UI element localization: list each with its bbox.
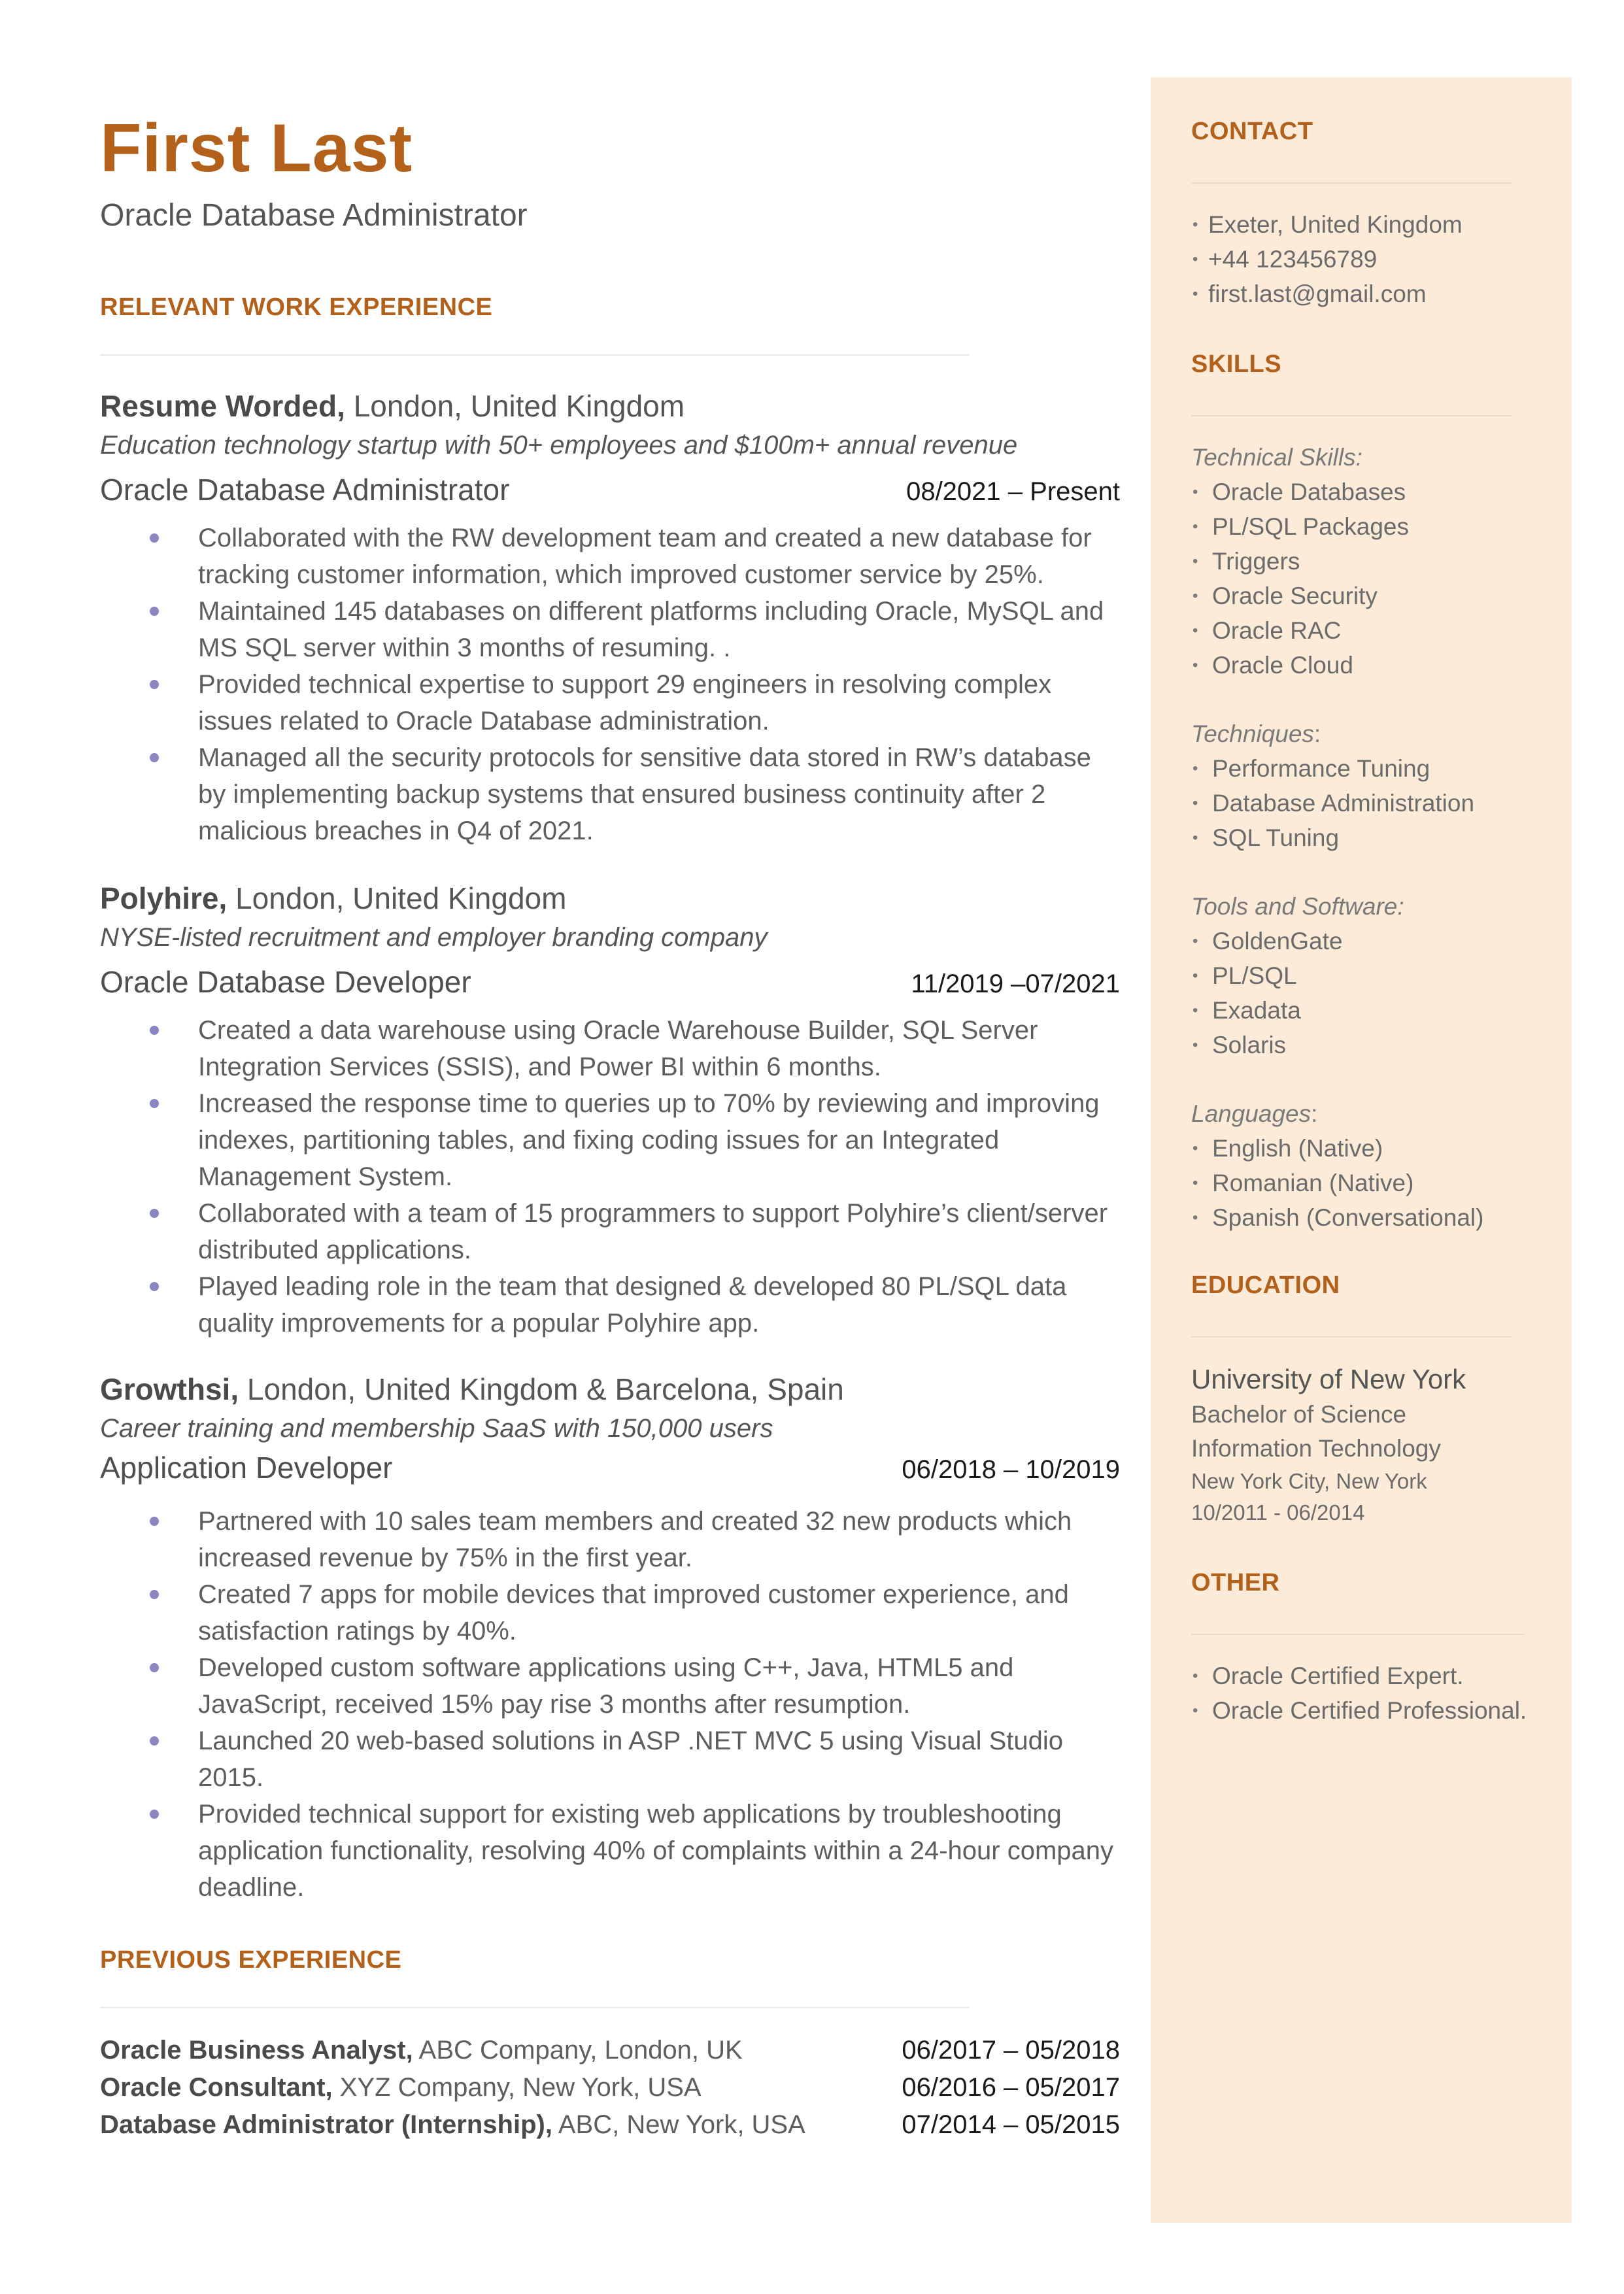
contact-location: • Exeter, United Kingdom [1191,207,1531,242]
section-divider [1191,182,1512,184]
education-school: University of New York [1191,1364,1466,1394]
education-location: New York City, New York [1191,1469,1427,1493]
education-dates: 10/2011 - 06/2014 [1191,1500,1365,1525]
skill-category-languages [1191,1096,1531,1131]
job-company: Resume Worded, [100,389,345,424]
job-bullet [198,1503,1120,1576]
bullet-text: Provided technical support for existing web applications by troubleshooting application functionality, resolving 40% of complaints within a 24-hour company deadline. [198,1800,1114,1902]
education-title: EDUCATION [1191,1272,1340,1299]
job-bullet [198,1576,1120,1649]
job-entry [100,386,1120,849]
previous-role-row [100,2032,1120,2069]
education-field: Information Technology [1191,1435,1441,1462]
job-dates: 11/2019 –07/2021 [911,970,1120,999]
job-company-line [100,878,1120,919]
job-bullet [198,739,1120,849]
job-company-description: Education technology startup with 50+ employees and $100m+ annual revenue [100,431,1018,460]
languages-colon: : [1311,1100,1318,1127]
languages-list [1191,1131,1531,1235]
job-dates: 06/2018 – 10/2019 [902,1455,1120,1485]
other-item: • Oracle Certified Professional. [1191,1693,1531,1728]
previous-role-detail: ABC, New York, USA [558,2110,805,2140]
contact-list [1191,207,1531,311]
section-divider [1191,1336,1512,1338]
job-role-row [100,1447,1120,1490]
skill-item: • Oracle Cloud [1191,648,1531,683]
bullet-text: Collaborated with the RW development team and created a new database for tracking customer information, which improved customer service by 25%. [198,524,1092,590]
previous-role-title: Oracle Business Analyst, [100,2036,413,2065]
job-bullets [100,1503,1120,1906]
bullet-text: Managed all the security protocols for sensitive data stored in RW’s database by implementing backup systems that ensured business continuity after 2 malicious breaches in Q4 of 2021. [198,743,1091,846]
job-bullet [198,666,1120,739]
bullet-text: Collaborated with a team of 15 programmers to support Polyhire’s client/server distributed applications. [198,1199,1108,1265]
contact-phone: • +44 123456789 [1191,242,1531,277]
job-role-row [100,956,1120,1009]
main-column [100,111,1120,2144]
job-company-line [100,386,1120,426]
bullet-dot-icon [150,607,159,616]
job-company: Polyhire, [100,881,228,916]
bullet-dot-icon [150,1282,159,1291]
job-bullets [100,520,1120,849]
job-role: Oracle Database Administrator [100,473,510,507]
sidebar-content [1191,118,1531,1728]
job-bullet [198,593,1120,666]
job-bullet [198,1012,1120,1085]
education-degree: Bachelor of Science [1191,1401,1407,1428]
other-item: • Oracle Certified Expert. [1191,1659,1531,1693]
previous-role-row [100,2069,1120,2106]
skill-item: • GoldenGate [1191,924,1531,958]
skill-category-technical: Technical Skills: [1191,444,1362,471]
job-company-description: NYSE-listed recruitment and employer branding company [100,923,768,953]
skill-item: • Oracle Databases [1191,475,1531,509]
skill-item: • Triggers [1191,544,1531,579]
job-bullet [198,1268,1120,1341]
bullet-text: Maintained 145 databases on different platforms including Oracle, MySQL and MS SQL server within 3 months of resuming. . [198,597,1104,663]
job-entry [100,878,1120,1341]
bullet-dot-icon [150,680,159,689]
bullet-dot-icon [150,1736,159,1746]
bullet-text: Partnered with 10 sales team members and created 32 new products which increased revenue by 75% in the first year. [198,1507,1072,1573]
tools-list [1191,924,1531,1062]
skill-item: • Oracle Security [1191,579,1531,613]
bullet-text: Played leading role in the team that designed & developed 80 PL/SQL data quality improvements for a popular Polyhire app. [198,1272,1067,1338]
previous-role-title: Oracle Consultant, [100,2073,333,2102]
section-divider [100,354,970,356]
previous-role-detail: ABC Company, London, UK [418,2036,743,2065]
previous-experience-section [100,1946,1120,2144]
bullet-text: Developed custom software applications using C++, Java, HTML5 and JavaScript, received 15% pay rise 3 months after resumption. [198,1653,1014,1719]
bullet-dot-icon [150,1517,159,1526]
job-dates: 08/2021 – Present [906,477,1120,507]
skill-item: • SQL Tuning [1191,820,1531,855]
work-experience-section [100,294,1120,1906]
job-bullets [100,1012,1120,1341]
job-location: London, United Kingdom [353,389,685,424]
job-location: London, United Kingdom & Barcelona, Spain [246,1372,844,1407]
job-role: Oracle Database Developer [100,965,471,1000]
previous-role-dates: 07/2014 – 05/2015 [902,2110,1120,2140]
techniques-list [1191,751,1531,855]
spacer [1191,683,1531,717]
previous-role-dates: 06/2017 – 05/2018 [902,2036,1120,2065]
job-company-line [100,1369,1120,1409]
sidebar [1151,77,1572,2223]
bullet-dot-icon [150,533,159,543]
job-bullet [198,520,1120,593]
skill-item: • Spanish (Conversational) [1191,1200,1531,1235]
skill-item: • PL/SQL Packages [1191,509,1531,544]
job-entry [100,1369,1120,1906]
bullet-dot-icon [150,1099,159,1108]
section-divider [1191,415,1512,416]
skill-item: • Oracle RAC [1191,613,1531,648]
section-divider [1191,1634,1525,1635]
bullet-text: Created 7 apps for mobile devices that improved customer experience, and satisfaction ratings by 40%. [198,1580,1069,1646]
bullet-dot-icon [150,1209,159,1218]
techniques-colon: : [1313,720,1321,747]
section-divider [100,2007,970,2008]
skill-item: • Performance Tuning [1191,751,1531,786]
job-bullet [198,1649,1120,1723]
job-bullet [198,1195,1120,1268]
other-title: OTHER [1191,1569,1280,1596]
work-experience-title: RELEVANT WORK EXPERIENCE [100,294,493,322]
job-company-description: Career training and membership SaaS with 150,000 users [100,1414,773,1443]
skill-item: • Solaris [1191,1028,1531,1062]
previous-role-detail: XYZ Company, New York, USA [339,2073,702,2102]
candidate-name: First Last [100,110,413,186]
contact-section [1191,118,1531,311]
job-bullet [198,1085,1120,1195]
bullet-dot-icon [150,1026,159,1035]
bullet-text: Increased the response time to queries up to 70% by reviewing and improving indexes, partitioning tables, and fixing coding issues for an Integrated Management System. [198,1089,1100,1192]
skill-category-techniques [1191,717,1531,751]
skills-section [1191,350,1531,1235]
job-company: Growthsi, [100,1372,239,1407]
bullet-dot-icon [150,1590,159,1599]
bullet-dot-icon [150,1663,159,1672]
skill-item: • PL/SQL [1191,958,1531,993]
bullet-dot-icon [150,753,159,762]
previous-role-title: Database Administrator (Internship), [100,2110,552,2140]
spacer [1191,855,1531,889]
bullet-text: Created a data warehouse using Oracle Warehouse Builder, SQL Server Integration Services (SSIS), and Power BI within 6 months. [198,1016,1038,1082]
other-section [1191,1569,1531,1728]
previous-role-row [100,2106,1120,2144]
candidate-headline: Oracle Database Administrator [100,198,528,233]
job-bullet [198,1796,1120,1906]
bullet-dot-icon [150,1810,159,1819]
contact-email[interactable]: • first.last@gmail.com [1191,277,1531,311]
bullet-text: Provided technical expertise to support 29 engineers in resolving complex issues related to Oracle Database administration. [198,670,1052,736]
other-list [1191,1659,1531,1728]
contact-title: CONTACT [1191,118,1313,145]
techniques-label: Techniques [1191,720,1314,747]
skill-item: • Exadata [1191,993,1531,1028]
skill-item: • Database Administration [1191,786,1531,820]
previous-role-dates: 06/2016 – 05/2017 [902,2073,1120,2102]
skill-category-tools: Tools and Software: [1191,893,1404,920]
skill-item: • Romanian (Native) [1191,1166,1531,1200]
previous-experience-title: PREVIOUS EXPERIENCE [100,1946,402,1974]
job-location: London, United Kingdom [235,881,567,916]
spacer [1191,1062,1531,1096]
job-role: Application Developer [100,1451,393,1485]
job-bullet [198,1723,1120,1796]
skills-title: SKILLS [1191,350,1282,378]
languages-label: Languages [1191,1100,1311,1127]
skill-item: • English (Native) [1191,1131,1531,1166]
technical-skills-list [1191,475,1531,683]
job-role-row [100,464,1120,517]
bullet-text: Launched 20 web-based solutions in ASP .NET MVC 5 using Visual Studio 2015. [198,1727,1064,1793]
education-section [1191,1272,1531,1528]
